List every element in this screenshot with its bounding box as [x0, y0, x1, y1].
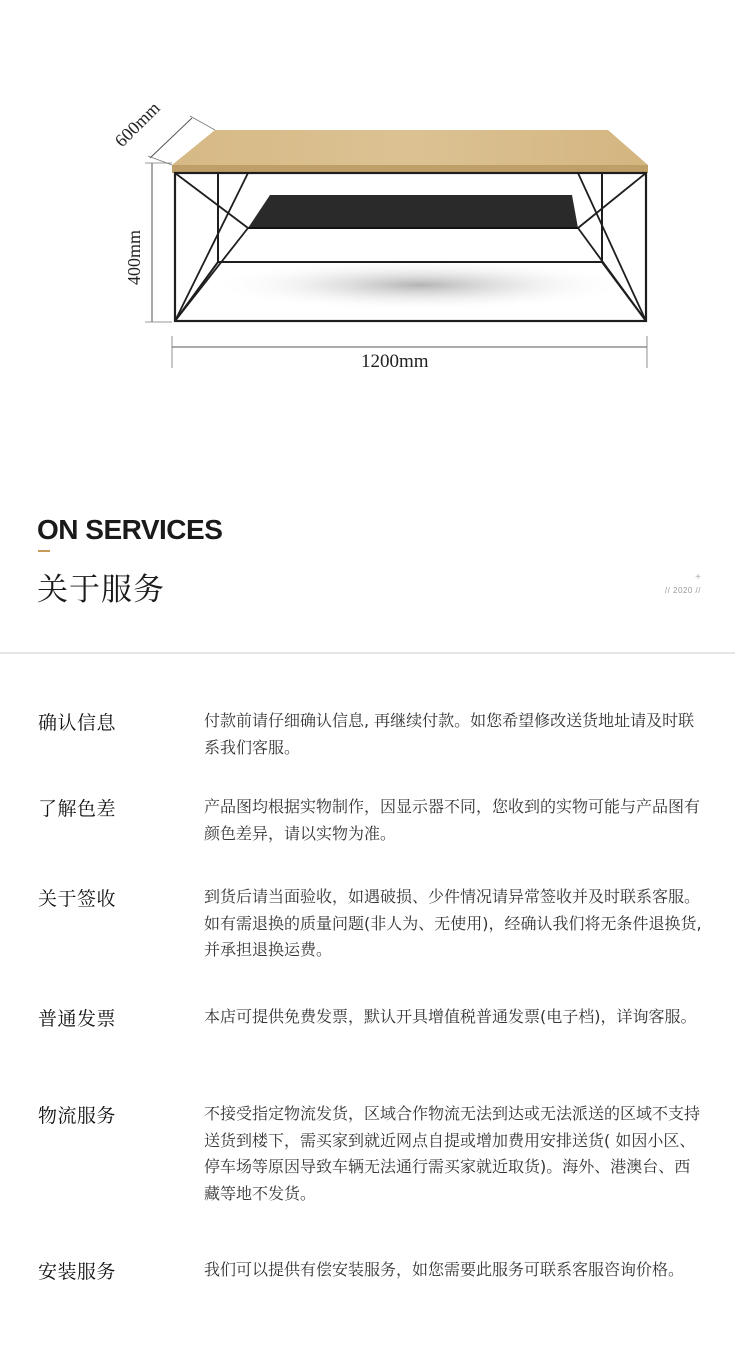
brace-right-1 [578, 173, 646, 228]
service-description: 付款前请仔细确认信息, 再继续付款。如您希望修改送货地址请及时联系我们客服。 [204, 711, 695, 757]
service-title: 物流服务 [38, 1105, 117, 1127]
depth-dim-ext-2 [190, 116, 215, 130]
services-header [0, 500, 735, 660]
header-title-cn: 关于服务 [37, 572, 165, 608]
tabletop-front-edge [172, 165, 648, 173]
header-title-en: ON SERVICES [37, 514, 223, 545]
service-description: 不接受指定物流发货，区域合作物流无法到达或无法派送的区域不支持送货到楼下，需买家到就近网点自提或增加费用安排送货( 如因小区、 停车场等原因导致车辆无法通行需买家就近取货)。海外、港澳台、西藏等地不发货。 [204, 1104, 701, 1203]
width-dim-label: 1200mm [361, 351, 429, 372]
height-dim-label: 400mm [124, 229, 144, 285]
brace-left-1 [175, 173, 248, 228]
plus-icon: + [695, 572, 701, 583]
depth-dim-label: 600mm [110, 97, 164, 151]
tabletop-top-surface [172, 130, 648, 165]
service-title: 安装服务 [38, 1261, 117, 1283]
service-title: 普通发票 [38, 1008, 117, 1030]
section-divider [0, 652, 735, 654]
service-description: 本店可提供免费发票，默认开具增值税普通发票(电子档)，详询客服。 [204, 1007, 697, 1026]
service-title: 了解色差 [38, 798, 117, 820]
floor-shadow [210, 259, 630, 311]
service-description: 到货后请当面验收，如遇破损、少件情况请异常签收并及时联系客服。如有需退换的质量问题(非人为、无使用)，经确认我们将无条件退换货,并承担退换运费。 [204, 887, 702, 959]
header-accent-bar [38, 550, 50, 552]
year-badge: // 2020 // [664, 586, 701, 595]
service-description: 我们可以提供有偿安装服务，如您需要此服务可联系客服咨询价格。 [204, 1260, 685, 1279]
service-description: 产品图均根据实物制作，因显示器不同，您收到的实物可能与产品图有颜色差异，请以实物为准。 [204, 797, 701, 843]
service-title: 关于签收 [38, 888, 117, 910]
coffee-table-drawing [0, 0, 735, 420]
product-dimension-figure [0, 0, 735, 420]
depth-dim-line [150, 118, 192, 158]
brace-left-2 [175, 173, 248, 321]
shelf [248, 195, 578, 228]
service-title: 确认信息 [38, 712, 117, 734]
